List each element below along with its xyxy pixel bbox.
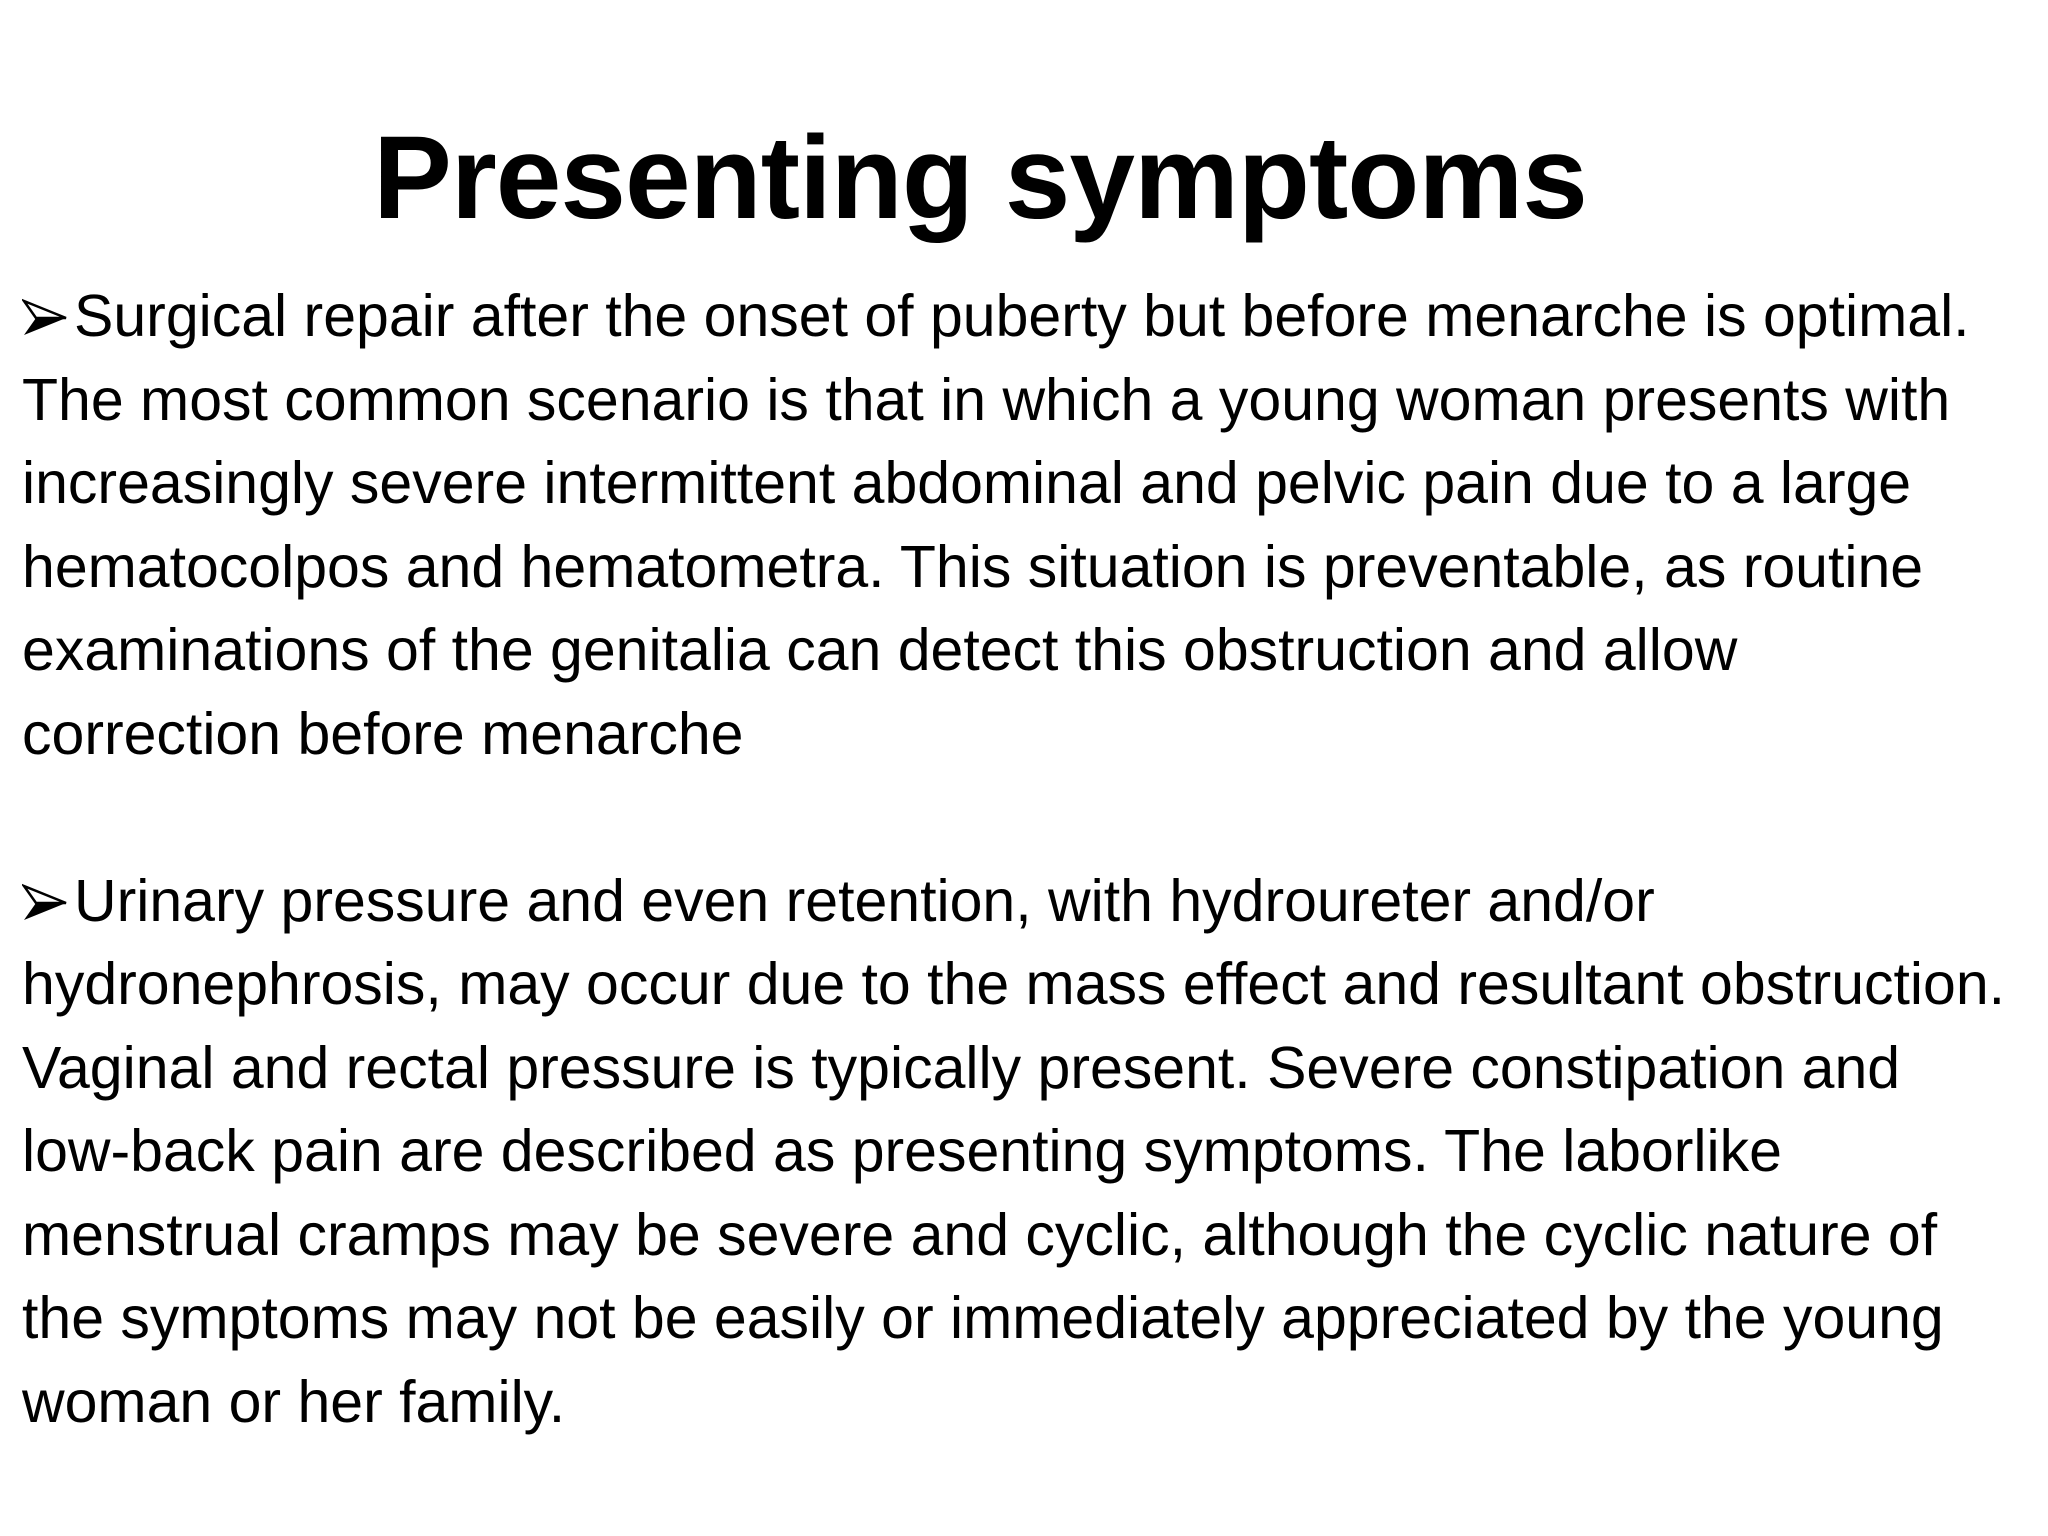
arrow-bullet-icon xyxy=(22,860,74,944)
bullet-text: Urinary pressure and even retention, with hydroureter and/or hydronephrosis, may occur due to the mass effect and resultant obstruction. Vaginal and rectal pressure is typically present. Severe constipation and low-back pain are described as presenting symptoms. The laborlike menstrual cramps may be severe and cyclic, although the cyclic nature of the symptoms may not be easily or immediately appreciated by the young woman or her family. xyxy=(22,867,2006,1435)
bullet-text: Surgical repair after the onset of puberty but before menarche is optimal. The most common scenario is that in which a young woman presents with increasingly severe intermittent abdominal and pelvic pain due to a large hematocolpos and hematometra. This situation is preventable, as routine examinations of the genitalia can detect this obstruction and allow correction before menarche xyxy=(22,283,1970,767)
bullet-item xyxy=(22,275,2012,776)
bullet-item xyxy=(22,860,2012,1445)
slide-title: Presenting symptoms xyxy=(373,112,1587,244)
arrow-bullet-icon xyxy=(22,275,74,359)
bullet-list xyxy=(22,275,2012,1444)
